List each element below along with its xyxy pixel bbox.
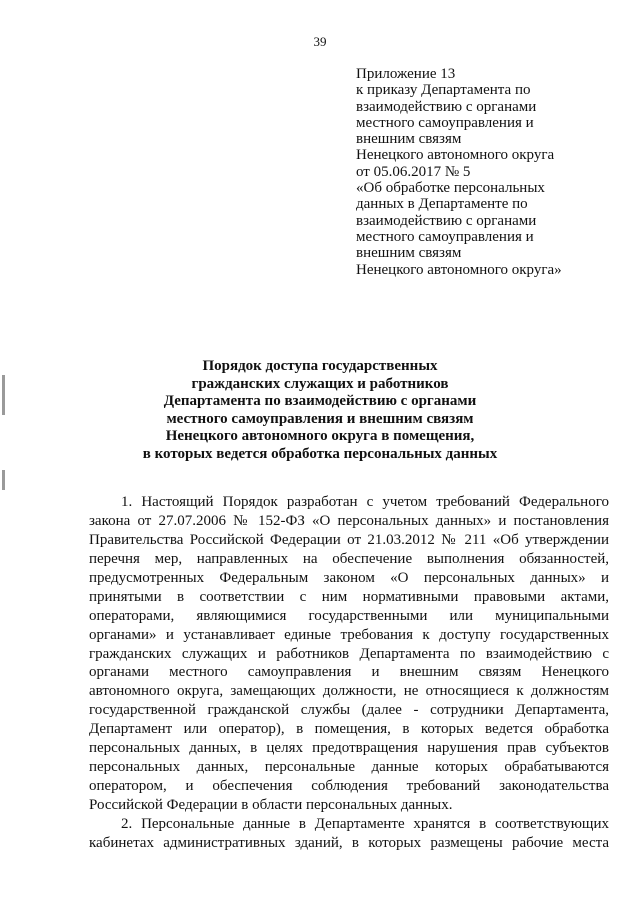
paragraph-1-line: оператором, и обеспечения соблюдения требований законодательства [89, 778, 609, 795]
appendix-line: взаимодействию с органами [356, 98, 537, 115]
paragraph-1-line: органами» и устанавливает единые требования к доступу государственных [89, 626, 609, 643]
appendix-line: взаимодействию с органами [356, 212, 537, 229]
appendix-block [356, 66, 626, 278]
appendix-line: «Об обработке персональных [356, 180, 545, 197]
title-line: Ненецкого автономного округа в помещения, [165, 428, 475, 445]
paragraph-2-line: 2. Персональные данные в Департаменте хранятся в соответствующих [121, 815, 609, 832]
appendix-line: Приложение 13 [356, 66, 456, 82]
paragraph-1-line: Департамент или оператор), в помещения, в которых ведется обработка [89, 721, 609, 738]
scan-edge-mark [2, 375, 5, 415]
paragraph-1-line: закона от 27.07.2006 № 152-ФЗ «О персональных данных» и постановления [89, 512, 609, 529]
paragraph-1-line: государственной гражданской службы (далее - сотрудники Департамента, [89, 702, 609, 719]
title-line: местного самоуправления и внешним связям [166, 410, 474, 427]
appendix-line: к приказу Департамента по [356, 82, 531, 99]
appendix-line: внешним связям [356, 131, 462, 148]
paragraph-1-line: гражданских служащих и работников Департамента по взаимодействию с [89, 645, 609, 662]
appendix-line: внешним связям [356, 245, 462, 262]
paragraph-1-line: Правительства Российской Федерации от 21.03.2012 № 211 «Об утверждении [89, 531, 609, 548]
scan-edge-mark [2, 470, 5, 490]
page-number: 39 [313, 34, 327, 49]
paragraph-1-line: Российской Федерации в области персональных данных. [89, 797, 453, 813]
appendix-line: местного самоуправления и [356, 228, 534, 245]
paragraph-1-line: автономного округа, замещающих должности, не относящиеся к должностям [89, 683, 609, 700]
document-title [90, 358, 550, 464]
paragraph-1-line: 1. Настоящий Порядок разработан с учетом требований Федерального [121, 494, 609, 510]
paragraph-1-line: предусмотренных Федеральным законом «О персональных данных» и [89, 569, 609, 586]
appendix-line: местного самоуправления и [356, 114, 534, 131]
title-line: гражданских служащих и работников [191, 375, 449, 392]
paragraph-2-line: кабинетах административных зданий, в которых размещены рабочие места [89, 834, 609, 851]
paragraph-1-line: операторами, являющимися государственными или муниципальными [89, 607, 609, 624]
appendix-line: от 05.06.2017 № 5 [356, 163, 471, 180]
body-text [89, 493, 609, 853]
paragraph-1-line: органами местного самоуправления и внешним связям Ненецкого [89, 664, 609, 681]
title-line: в которых ведется обработка персональных данных [142, 445, 498, 462]
appendix-line: данных в Департаменте по [356, 196, 528, 213]
paragraph-1-line: перечня мер, направленных на обеспечение выполнения обязанностей, [89, 550, 609, 567]
paragraph-1-line: персональных данных, персональные данные которых обрабатываются [89, 759, 609, 776]
appendix-line: Ненецкого автономного округа» [356, 261, 562, 278]
paragraph-1-line: принятыми в соответствии с ним нормативными правовыми актами, [89, 588, 609, 605]
paragraph-1-line: персональных данных, в целях предотвращения нарушения прав субъектов [89, 740, 609, 757]
appendix-line: Ненецкого автономного округа [356, 147, 555, 164]
title-line: Департамента по взаимодействию с органами [163, 393, 477, 410]
title-line: Порядок доступа государственных [202, 358, 438, 374]
